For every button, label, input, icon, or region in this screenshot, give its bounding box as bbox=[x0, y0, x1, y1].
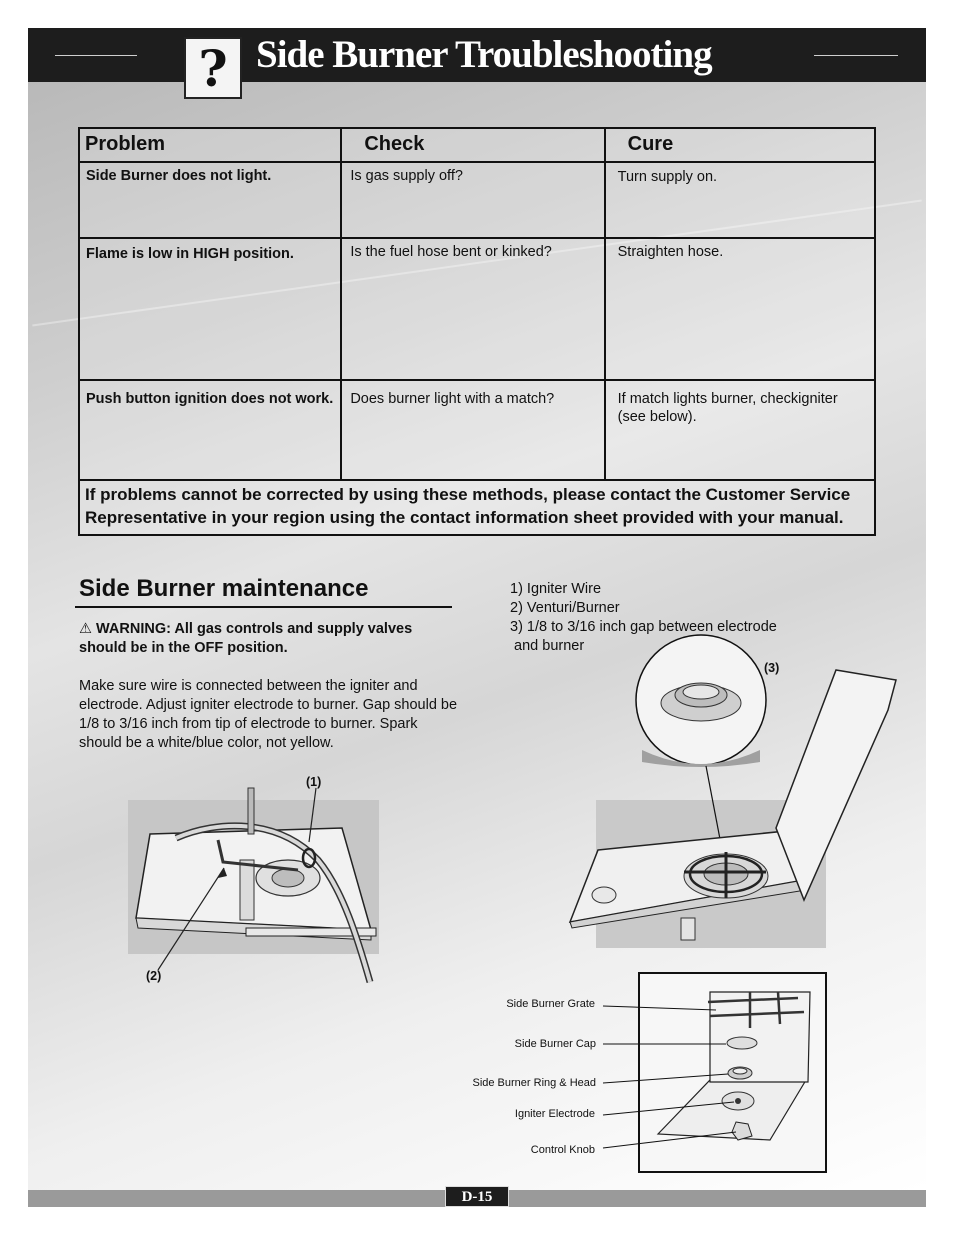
side-burner-illustration bbox=[566, 650, 898, 950]
parts-legend bbox=[510, 580, 777, 656]
section-divider bbox=[75, 606, 452, 608]
problem-cell: Side Burner does not light. bbox=[79, 162, 341, 238]
exploded-parts-illustration bbox=[638, 972, 828, 1174]
check-cell: Is the fuel hose bent or kinked? bbox=[341, 238, 604, 380]
header-rule-right bbox=[814, 55, 898, 56]
part-label-control-knob: Control Knob bbox=[530, 1144, 595, 1156]
contact-note: If problems cannot be corrected by using these methods, please contact the Customer Service Representative in your region using the contact information sheet provided with your manual. bbox=[79, 480, 875, 535]
table-row bbox=[79, 380, 875, 480]
cure-cell: Straighten hose. bbox=[605, 238, 875, 380]
section-title: Side Burner maintenance bbox=[79, 575, 369, 602]
column-header-problem: Problem bbox=[79, 128, 341, 162]
troubleshooting-table bbox=[78, 127, 876, 536]
header-rule-left bbox=[55, 55, 137, 56]
warning-text bbox=[79, 620, 459, 658]
part-label-cap: Side Burner Cap bbox=[514, 1038, 596, 1050]
legend-item: and burner bbox=[510, 638, 585, 654]
page-number: D-15 bbox=[445, 1186, 509, 1207]
problem-cell: Push button ignition does not work. bbox=[79, 380, 341, 480]
cure-cell: Turn supply on. bbox=[605, 162, 875, 238]
part-label-grate: Side Burner Grate bbox=[506, 998, 595, 1010]
check-cell: Does burner light with a match? bbox=[341, 380, 604, 480]
callout-electrode-gap: (3) bbox=[764, 661, 780, 675]
table-header-row bbox=[79, 128, 875, 162]
legend-item: 2) Venturi/Burner bbox=[510, 600, 620, 616]
question-mark-icon: ? bbox=[184, 37, 242, 99]
page-title: Side Burner Troubleshooting bbox=[256, 33, 712, 76]
check-cell: Is gas supply off? bbox=[341, 162, 604, 238]
table-note-row bbox=[79, 480, 875, 535]
cure-cell: If match lights burner, checkigniter (see below). bbox=[605, 380, 875, 480]
legend-item: 3) 1/8 to 3/16 inch gap between electrode bbox=[510, 619, 777, 635]
column-header-cure: Cure bbox=[605, 128, 875, 162]
warning-label: WARNING: All gas controls and supply valves should be in the OFF position. bbox=[79, 621, 413, 656]
burner-tray-illustration bbox=[128, 800, 380, 990]
callout-igniter-wire: (1) bbox=[306, 775, 322, 789]
table-row bbox=[79, 238, 875, 380]
part-label-ring-head: Side Burner Ring & Head bbox=[472, 1077, 596, 1089]
warning-triangle-icon: ⚠ bbox=[79, 621, 92, 637]
callout-venturi-burner: (2) bbox=[146, 969, 162, 983]
column-header-check: Check bbox=[341, 128, 604, 162]
problem-cell: Flame is low in HIGH position. bbox=[79, 238, 341, 380]
part-label-electrode: Igniter Electrode bbox=[514, 1108, 595, 1120]
table-row bbox=[79, 162, 875, 238]
legend-item: 1) Igniter Wire bbox=[510, 581, 602, 597]
maintenance-instructions: Make sure wire is connected between the igniter and electrode. Adjust igniter electrode to burner. Gap should be 1/8 to 3/16 inch from tip of electrode to burner. Spark should be a white/blue color, not yellow. bbox=[79, 678, 458, 751]
